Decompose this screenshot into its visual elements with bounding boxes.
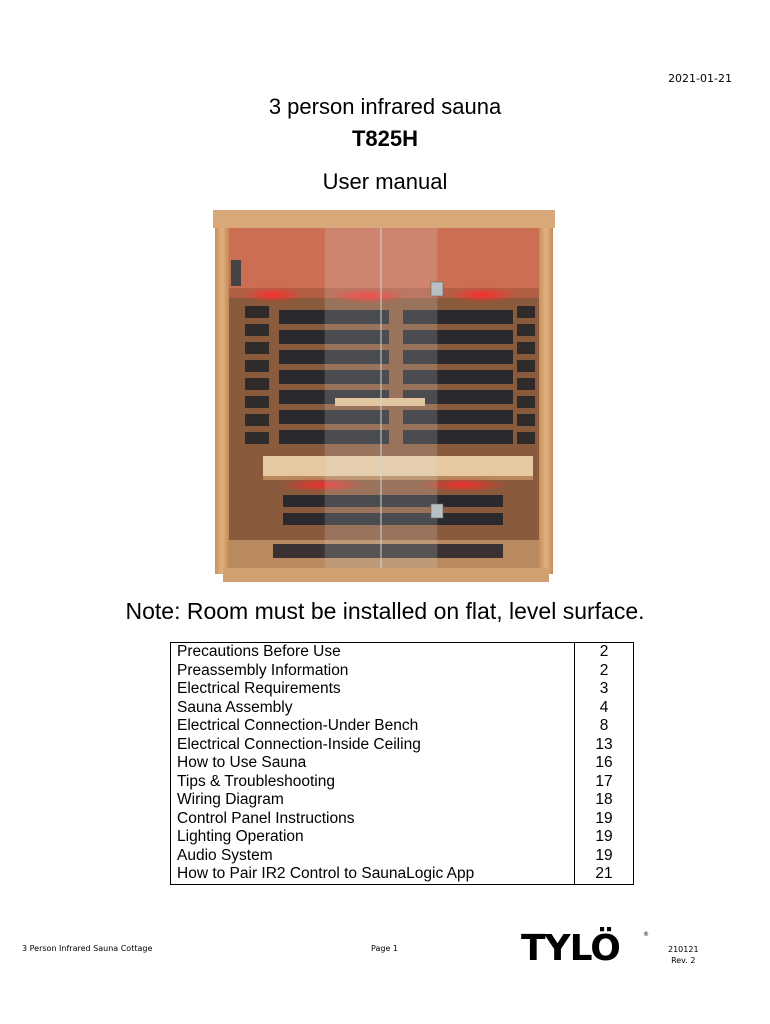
toc-entry-page: 19 (575, 847, 634, 866)
toc-entry-page: 2 (575, 643, 634, 662)
footer-revision (668, 944, 699, 966)
toc-entry-page: 2 (575, 662, 634, 681)
toc-entry-page: 13 (575, 736, 634, 755)
toc-entry-label: How to Pair IR2 Control to SaunaLogic App (171, 865, 575, 884)
toc-entry-page: 8 (575, 717, 634, 736)
toc-row (171, 662, 634, 681)
toc-row (171, 791, 634, 810)
model-number: T825H (351, 126, 419, 151)
tylo-logo (517, 926, 651, 966)
toc-row (171, 847, 634, 866)
toc-entry-label: Audio System (171, 847, 575, 866)
toc-entry-label: Lighting Operation (171, 828, 575, 847)
toc-entry-page: 17 (575, 773, 634, 792)
toc-entry-label: Electrical Requirements (171, 680, 575, 699)
footer-code: 210121 (668, 945, 699, 954)
table-of-contents (170, 642, 634, 885)
toc-entry-label: Preassembly Information (171, 662, 575, 681)
toc-row (171, 699, 634, 718)
toc-entry-label: Precautions Before Use (171, 643, 575, 662)
toc-row (171, 680, 634, 699)
toc-entry-label: Wiring Diagram (171, 791, 575, 810)
toc-entry-label: Tips & Troubleshooting (171, 773, 575, 792)
toc-entry-label: Electrical Connection-Inside Ceiling (171, 736, 575, 755)
toc-entry-page: 18 (575, 791, 634, 810)
footer-page-number: Page 1 (371, 944, 398, 953)
toc-entry-label: Control Panel Instructions (171, 810, 575, 829)
logo-wordmark: TYLÖ (521, 928, 620, 966)
sauna-photo (213, 210, 555, 586)
svg-text:®: ® (643, 931, 649, 938)
toc-row (171, 773, 634, 792)
toc-row (171, 717, 634, 736)
document-date: 2021-01-21 (668, 72, 732, 85)
toc-row (171, 754, 634, 773)
document-subtitle: User manual (322, 169, 448, 194)
toc-entry-page: 19 (575, 810, 634, 829)
toc-row (171, 736, 634, 755)
toc-row (171, 810, 634, 829)
toc-entry-page: 3 (575, 680, 634, 699)
footer-product-name: 3 Person Infrared Sauna Cottage (22, 944, 153, 953)
document-title: 3 person infrared sauna (268, 94, 502, 119)
toc-row (171, 828, 634, 847)
toc-entry-page: 19 (575, 828, 634, 847)
toc-entry-label: Sauna Assembly (171, 699, 575, 718)
toc-entry-page: 21 (575, 865, 634, 884)
installation-note: Note: Room must be installed on flat, level surface. (125, 598, 645, 624)
toc-entry-page: 16 (575, 754, 634, 773)
toc-entry-label: Electrical Connection-Under Bench (171, 717, 575, 736)
toc-row (171, 643, 634, 662)
footer-rev: Rev. 2 (671, 956, 696, 965)
toc-entry-page: 4 (575, 699, 634, 718)
toc-entry-label: How to Use Sauna (171, 754, 575, 773)
toc-row (171, 865, 634, 884)
